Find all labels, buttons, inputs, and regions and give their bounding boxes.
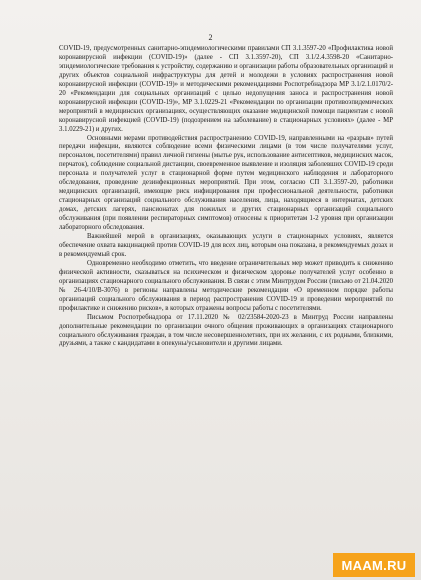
- paragraph-restrictions: Одновременно необходимо отметить, что введение ограничительных мер может приводить к снижению физической активности, сказываться на психическом и физическом здоровье получателей услуг особенно в организациях стационарного социального обслуживания. В связи с этим Минтрудом России (письмо от 21.04.2020 № 26-4/10/В-3076) в регионы направлены методические рекомендации «О временном порядке работы организаций социального обслуживания в период распространения COVID-19 и проведении мероприятий по профилактике и снижению рисков», в которых отражены вопросы работы с посетителями.: [59, 259, 393, 312]
- paragraph-main-measures: Основными мерами противодействия распространению COVID-19, направленными на «разрыв» путей передачи инфекции, являются соблюдение всеми физическими лицами (в том числе получателями услуг, персоналом, посетителями) правил личной гигиены (мытье рук, использование антисептиков, медицинских масок, перчаток), соблюдение социальной дистанции, своевременное выявление и изоляция заболевших COVID-19 среди персонала и получателей услуг в стационарной форме путем медицинского наблюдения и лабораторного обследования, проведение дезинфекционных мероприятий. При этом, согласно СП 3.1.3597-20, работники медицинских организаций, имеющие риск инфицирования при профессиональной деятельности, работники стационарных организаций социального обслуживания населения, лица, находящиеся в интернатах, детских домах, детских лагерях, пансионатах для пожилых и других стационарных организаций социального обслуживания (при появлении респираторных симптомов) относены к приоритетам 1-2 уровня при организации лабораторного обследования.: [59, 134, 393, 232]
- maam-watermark-logo: MAAM.RU: [333, 553, 415, 577]
- paragraph-vaccination: Важнейшей мерой в организациях, оказывающих услуги в стационарных условиях, является обеспечение охвата вакцинацией против COVID-19 для всех лиц, которым она показана, в рекомендуемых дозах и в рекомендуемый срок.: [59, 233, 393, 258]
- paragraph-rospotrebnadzor-letter: Письмом Роспотребнадзора от 17.11.2020 № 02/23584-2020-23 в Минтруд России направлены дополнительные рекомендации по организации очного общения проживающих в организациях стационарного социального обслуживания граждан, в том числе несовершеннолетних, при их желании, с их родными, близкими, друзьями, а также с кандидатами в опекуны/усыновители и другими лицами.: [59, 313, 393, 348]
- page-number: 2: [208, 33, 213, 42]
- paragraph-covid-regulations: COVID-19, предусмотренных санитарно-эпидемиологическими правилами СП 3.1.3597-20 «Профилактика новой коронавирусной инфекции (COVID-19)» (далее - СП 3.1.3597-20), СП 3.1/2.4.3598-20 «Санитарно-эпидемиологические требования к устройству, содержанию и организации работы образовательных организаций и других объектов социальной инфраструктуры для детей и молодежи в условиях распространения новой коронавирусной инфекции (COVID-19)» и методическими рекомендациями Роспотребнадзора МР 3.1/2.1.0170/2-20 «Рекомендации для социальных организаций с целью недопущения заноса и распространения новой коронавирусной инфекции (COVID-19)», МР 3.1.0229-21 «Рекомендации по организации противоэпидемических мероприятий в медицинских организациях, осуществляющих оказание медицинской помощи пациентам с новой коронавирусной инфекцией (COVID-19) (подозрением на заболевание) в стационарных условиях» (далее - МР 3.1.0229-21) и других.: [59, 45, 393, 133]
- document-body: [59, 45, 393, 349]
